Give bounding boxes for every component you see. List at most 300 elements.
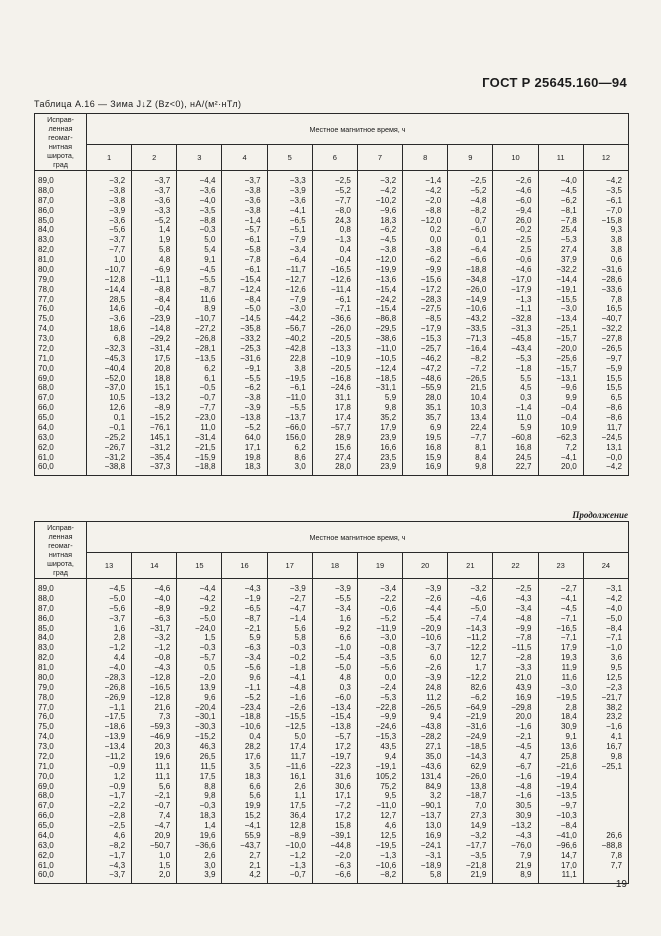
value-cell: −29,5	[357, 324, 402, 334]
value-cell: 16,1	[267, 772, 312, 782]
value-cell: −38,6	[357, 334, 402, 344]
value-cell: 145,1	[132, 433, 177, 443]
value-cell: −4,5	[87, 579, 132, 594]
value-cell: −26,5	[583, 344, 628, 354]
value-cell: −5,5	[222, 374, 267, 384]
value-cell: 23,9	[357, 462, 402, 475]
latitude-cell: 86,0	[35, 206, 87, 216]
value-cell: −6,2	[538, 196, 583, 206]
value-cell: −3,8	[403, 245, 448, 255]
value-cell: −46,9	[132, 732, 177, 742]
hour-header: 16	[222, 553, 267, 579]
value-cell: −1,6	[493, 791, 538, 801]
value-cell: 16,9	[403, 462, 448, 475]
value-cell: −0,0	[583, 453, 628, 463]
value-cell: −1,7	[87, 851, 132, 861]
latitude-cell: 61,0	[35, 453, 87, 463]
value-cell: 8,9	[177, 304, 222, 314]
value-cell: −7,1	[538, 633, 583, 643]
value-cell: −47,2	[403, 364, 448, 374]
table-hours-13-24	[34, 521, 629, 884]
value-cell: 27,1	[403, 742, 448, 752]
hour-header: 20	[403, 553, 448, 579]
value-cell: −8,5	[403, 314, 448, 324]
table-row	[35, 403, 629, 413]
value-cell: −57,7	[312, 423, 357, 433]
value-cell: −7,7	[177, 403, 222, 413]
value-cell: 1,0	[87, 255, 132, 265]
value-cell: −12,4	[222, 285, 267, 295]
value-cell: −3,8	[222, 206, 267, 216]
value-cell: −14,3	[448, 752, 493, 762]
table-row	[35, 304, 629, 314]
value-cell: 5,5	[493, 374, 538, 384]
value-cell: −42,8	[267, 344, 312, 354]
value-cell: −13,4	[538, 314, 583, 324]
value-cell: 16,8	[493, 443, 538, 453]
value-cell: −2,5	[448, 171, 493, 186]
value-cell: 4,1	[583, 732, 628, 742]
value-cell: −34,8	[448, 275, 493, 285]
value-cell: −33,5	[448, 324, 493, 334]
hour-header: 12	[583, 145, 628, 171]
value-cell: −1,6	[493, 772, 538, 782]
value-cell: 16,8	[403, 443, 448, 453]
value-cell: 3,9	[177, 870, 222, 883]
value-cell: −25,2	[87, 433, 132, 443]
table-row	[35, 344, 629, 354]
value-cell: −3,0	[538, 304, 583, 314]
value-cell: −19,1	[538, 285, 583, 295]
value-cell: −6,0	[312, 693, 357, 703]
value-cell: −4,8	[493, 782, 538, 792]
table-row	[35, 831, 629, 841]
value-cell: −15,7	[538, 364, 583, 374]
value-cell: 1,2	[87, 772, 132, 782]
value-cell: −7,1	[538, 614, 583, 624]
hour-header: 2	[132, 145, 177, 171]
value-cell: −4,5	[493, 742, 538, 752]
value-cell: −5,7	[312, 732, 357, 742]
value-cell: 0,2	[403, 225, 448, 235]
value-cell: −0,6	[357, 604, 402, 614]
value-cell: −43,4	[493, 344, 538, 354]
value-cell: 9,8	[357, 403, 402, 413]
value-cell: 4,7	[493, 752, 538, 762]
value-cell: 13,0	[403, 821, 448, 831]
value-cell: 9,8	[177, 791, 222, 801]
value-cell: −31,4	[177, 433, 222, 443]
latitude-cell: 63,0	[35, 841, 87, 851]
table-row	[35, 374, 629, 384]
value-cell: −32,2	[583, 324, 628, 334]
value-cell: −44,8	[312, 841, 357, 851]
value-cell: −16,4	[448, 344, 493, 354]
table-row	[35, 604, 629, 614]
hour-header: 23	[538, 553, 583, 579]
value-cell: −6,6	[312, 870, 357, 883]
value-cell: 6,2	[267, 443, 312, 453]
value-cell: 11,0	[177, 423, 222, 433]
value-cell: 0,6	[583, 255, 628, 265]
value-cell: −0,8	[357, 643, 402, 653]
value-cell: 14,7	[538, 851, 583, 861]
value-cell: 25,8	[538, 752, 583, 762]
value-cell: −2,0	[177, 673, 222, 683]
value-cell: −8,2	[87, 841, 132, 851]
value-cell: 5,8	[267, 633, 312, 643]
value-cell: 2,6	[267, 782, 312, 792]
latitude-cell: 88,0	[35, 594, 87, 604]
value-cell: −4,7	[132, 821, 177, 831]
value-cell: −33,2	[222, 334, 267, 344]
value-cell: −26,5	[403, 703, 448, 713]
value-cell: −1,6	[493, 722, 538, 732]
value-cell: −24,5	[583, 433, 628, 443]
value-cell: −35,8	[222, 324, 267, 334]
value-cell: −5,3	[493, 354, 538, 364]
value-cell: −3,9	[87, 206, 132, 216]
value-cell: 6,6	[222, 782, 267, 792]
value-cell: −4,3	[493, 831, 538, 841]
value-cell: 7,2	[538, 443, 583, 453]
value-cell: −3,9	[403, 579, 448, 594]
value-cell: −31,1	[357, 383, 402, 393]
value-cell: −22,8	[357, 703, 402, 713]
latitude-cell: 84,0	[35, 225, 87, 235]
value-cell: −28,2	[403, 732, 448, 742]
value-cell: −7,7	[312, 196, 357, 206]
value-cell: 22,4	[448, 423, 493, 433]
value-cell: −2,5	[312, 171, 357, 186]
value-cell: −0,1	[87, 423, 132, 433]
hour-header: 11	[538, 145, 583, 171]
value-cell: −31,4	[132, 344, 177, 354]
latitude-cell: 67,0	[35, 393, 87, 403]
table-row	[35, 235, 629, 245]
value-cell: −3,7	[87, 870, 132, 883]
value-cell: −31,2	[87, 453, 132, 463]
value-cell: −20,0	[538, 344, 583, 354]
value-cell: 10,9	[538, 423, 583, 433]
value-cell: 19,6	[177, 831, 222, 841]
value-cell: 18,3	[222, 462, 267, 475]
value-cell: 7,8	[583, 295, 628, 305]
value-cell: 2,8	[87, 633, 132, 643]
value-cell: 19,9	[222, 801, 267, 811]
value-cell: 5,9	[222, 633, 267, 643]
value-cell: 15,5	[583, 374, 628, 384]
value-cell: −3,2	[357, 171, 402, 186]
value-cell: −3,2	[448, 831, 493, 841]
value-cell: −10,6	[222, 722, 267, 732]
value-cell: −14,4	[87, 285, 132, 295]
value-cell: −60,8	[493, 433, 538, 443]
value-cell: −8,4	[222, 295, 267, 305]
value-cell: −3,1	[403, 851, 448, 861]
value-cell: −6,1	[222, 235, 267, 245]
value-cell: 19,8	[222, 453, 267, 463]
value-cell: 21,5	[448, 383, 493, 393]
value-cell: −9,2	[177, 604, 222, 614]
value-cell: −3,5	[448, 851, 493, 861]
table-row	[35, 334, 629, 344]
latitude-cell: 87,0	[35, 196, 87, 206]
value-cell: −43,2	[448, 314, 493, 324]
value-cell: −4,1	[222, 821, 267, 831]
value-cell: 6,9	[403, 423, 448, 433]
table-row	[35, 295, 629, 305]
value-cell: −15,8	[583, 216, 628, 226]
value-cell: 22,7	[493, 462, 538, 475]
page-number: 19	[615, 879, 627, 890]
value-cell: −8,9	[132, 604, 177, 614]
value-cell: −17,0	[493, 275, 538, 285]
value-cell: −0,3	[267, 643, 312, 653]
value-cell: 11,2	[403, 693, 448, 703]
value-cell: −6,4	[448, 245, 493, 255]
value-cell: −1,1	[87, 703, 132, 713]
value-cell: −5,0	[177, 614, 222, 624]
value-cell: −3,4	[357, 579, 402, 594]
value-cell: −5,2	[132, 216, 177, 226]
table-row	[35, 614, 629, 624]
hour-header: 15	[177, 553, 222, 579]
value-cell: −76,1	[132, 423, 177, 433]
value-cell: −5,3	[538, 235, 583, 245]
value-cell: −17,7	[448, 841, 493, 851]
value-cell: −13,4	[87, 742, 132, 752]
value-cell: 0,3	[312, 683, 357, 693]
value-cell: −1,4	[267, 614, 312, 624]
value-cell: 1,5	[177, 633, 222, 643]
value-cell: −3,8	[222, 393, 267, 403]
value-cell: 35,1	[403, 403, 448, 413]
value-cell: −31,6	[583, 265, 628, 275]
value-cell: 55,9	[222, 831, 267, 841]
value-cell: −3,1	[583, 579, 628, 594]
value-cell: −45,8	[493, 334, 538, 344]
value-cell: 1,5	[132, 861, 177, 871]
value-cell: −15,4	[312, 712, 357, 722]
value-cell: −6,3	[132, 614, 177, 624]
value-cell: −29,8	[493, 703, 538, 713]
latitude-cell: 88,0	[35, 186, 87, 196]
value-cell: 28,0	[312, 462, 357, 475]
latitude-cell: 78,0	[35, 285, 87, 295]
value-cell: −3,7	[132, 171, 177, 186]
value-cell: −16,8	[312, 374, 357, 384]
value-cell: −43,8	[403, 722, 448, 732]
value-cell: 12,5	[583, 673, 628, 683]
value-cell: −56,7	[267, 324, 312, 334]
latitude-header: Исправ- ленная геомаг- нитная широта, град	[35, 522, 87, 579]
value-cell: −11,9	[357, 624, 402, 634]
value-cell: 3,6	[583, 653, 628, 663]
table-row	[35, 801, 629, 811]
latitude-cell: 62,0	[35, 443, 87, 453]
value-cell: −6,6	[448, 255, 493, 265]
value-cell: −11,1	[132, 275, 177, 285]
value-cell: 15,9	[403, 453, 448, 463]
value-cell	[583, 811, 628, 821]
value-cell: −6,7	[493, 762, 538, 772]
value-cell: −1,2	[267, 851, 312, 861]
value-cell: −7,2	[312, 801, 357, 811]
value-cell: −7,0	[583, 206, 628, 216]
value-cell: −4,4	[177, 171, 222, 186]
value-cell: 17,1	[222, 443, 267, 453]
value-cell: −15,3	[357, 732, 402, 742]
value-cell: −88,8	[583, 841, 628, 851]
value-cell: −3,7	[132, 186, 177, 196]
value-cell: −26,0	[448, 285, 493, 295]
value-cell: −13,5	[177, 354, 222, 364]
value-cell: −2,5	[493, 235, 538, 245]
continuation-label: Продолжение	[572, 510, 628, 520]
value-cell: 7,9	[493, 851, 538, 861]
value-cell: −4,0	[583, 604, 628, 614]
value-cell: 16,9	[493, 693, 538, 703]
value-cell: −0,2	[267, 653, 312, 663]
latitude-cell: 81,0	[35, 255, 87, 265]
value-cell: 12,7	[448, 653, 493, 663]
value-cell: −3,9	[267, 186, 312, 196]
value-cell: −3,0	[267, 304, 312, 314]
value-cell: −13,6	[357, 275, 402, 285]
value-cell: −12,8	[132, 693, 177, 703]
value-cell: −0,7	[267, 870, 312, 883]
value-cell: 21,0	[493, 673, 538, 683]
value-cell: −25,3	[222, 344, 267, 354]
value-cell: −2,6	[493, 171, 538, 186]
value-cell: 27,4	[312, 453, 357, 463]
value-cell: −3,8	[357, 245, 402, 255]
value-cell: −3,4	[267, 245, 312, 255]
value-cell: 11,1	[132, 762, 177, 772]
value-cell: 17,8	[312, 403, 357, 413]
latitude-cell: 62,0	[35, 851, 87, 861]
value-cell: −19,5	[357, 841, 402, 851]
value-cell: −3,2	[132, 633, 177, 643]
latitude-cell: 67,0	[35, 801, 87, 811]
value-cell: 9,5	[357, 791, 402, 801]
value-cell: 19,6	[132, 752, 177, 762]
table-row	[35, 383, 629, 393]
value-cell: −14,8	[132, 324, 177, 334]
table-row	[35, 433, 629, 443]
value-cell: 17,2	[312, 742, 357, 752]
value-cell: −5,5	[177, 275, 222, 285]
value-cell: 9,3	[583, 225, 628, 235]
value-cell: −24,6	[312, 383, 357, 393]
table-row	[35, 683, 629, 693]
value-cell: −18,8	[448, 265, 493, 275]
value-cell: 18,6	[87, 324, 132, 334]
value-cell: −43,7	[222, 841, 267, 851]
value-cell: −14,5	[222, 314, 267, 324]
hour-header: 17	[267, 553, 312, 579]
value-cell: −9,9	[357, 712, 402, 722]
value-cell: −20,9	[403, 624, 448, 634]
value-cell: −13,7	[267, 413, 312, 423]
value-cell: −1,6	[583, 722, 628, 732]
table-row	[35, 245, 629, 255]
value-cell: −3,9	[222, 403, 267, 413]
value-cell: −24,0	[177, 624, 222, 634]
value-cell: 18,3	[222, 772, 267, 782]
value-cell: −13,4	[312, 703, 357, 713]
value-cell: −12,0	[357, 255, 402, 265]
value-cell: −30,3	[177, 722, 222, 732]
value-cell: 2,8	[538, 703, 583, 713]
latitude-cell: 86,0	[35, 614, 87, 624]
value-cell: −3,6	[222, 196, 267, 206]
value-cell: 6,6	[312, 633, 357, 643]
value-cell: −39,1	[312, 831, 357, 841]
value-cell: −5,0	[222, 304, 267, 314]
value-cell: −4,6	[448, 594, 493, 604]
value-cell: −3,4	[312, 604, 357, 614]
value-cell: 11,6	[177, 295, 222, 305]
value-cell: 5,6	[132, 782, 177, 792]
value-cell: −6,9	[132, 265, 177, 275]
value-cell: −4,2	[583, 462, 628, 475]
value-cell: −66,0	[267, 423, 312, 433]
latitude-cell: 74,0	[35, 732, 87, 742]
value-cell: −7,9	[267, 235, 312, 245]
value-cell: −4,0	[177, 196, 222, 206]
value-cell: 14,6	[87, 304, 132, 314]
value-cell: −3,8	[87, 196, 132, 206]
value-cell: 82,6	[448, 683, 493, 693]
value-cell: 14,9	[448, 821, 493, 831]
value-cell: −8,9	[267, 831, 312, 841]
value-cell: −0,2	[493, 225, 538, 235]
value-cell: −31,3	[493, 324, 538, 334]
table-row	[35, 206, 629, 216]
value-cell: −4,6	[132, 579, 177, 594]
value-cell: −12,2	[448, 673, 493, 683]
value-cell: 11,9	[538, 663, 583, 673]
value-cell: −22,3	[312, 762, 357, 772]
value-cell: −2,3	[583, 683, 628, 693]
value-cell: 17,9	[357, 423, 402, 433]
value-cell: −10,3	[538, 811, 583, 821]
value-cell: −5,9	[583, 364, 628, 374]
value-cell: −15,5	[538, 295, 583, 305]
value-cell: 4,4	[87, 653, 132, 663]
value-cell: −18,5	[448, 742, 493, 752]
value-cell: 17,9	[538, 643, 583, 653]
value-cell: −90,1	[403, 801, 448, 811]
value-cell: −31,6	[448, 722, 493, 732]
value-cell: 30,6	[312, 782, 357, 792]
value-cell: −13,2	[493, 821, 538, 831]
value-cell: −10,6	[357, 861, 402, 871]
latitude-cell: 80,0	[35, 673, 87, 683]
value-cell: 28,9	[312, 433, 357, 443]
value-cell: −21,9	[448, 712, 493, 722]
value-cell: −0,3	[177, 225, 222, 235]
value-cell: −5,4	[403, 614, 448, 624]
value-cell: 3,8	[583, 245, 628, 255]
value-cell: −4,5	[177, 265, 222, 275]
table-row	[35, 703, 629, 713]
value-cell: −4,1	[267, 673, 312, 683]
value-cell: −25,7	[403, 344, 448, 354]
value-cell: 4,8	[132, 255, 177, 265]
